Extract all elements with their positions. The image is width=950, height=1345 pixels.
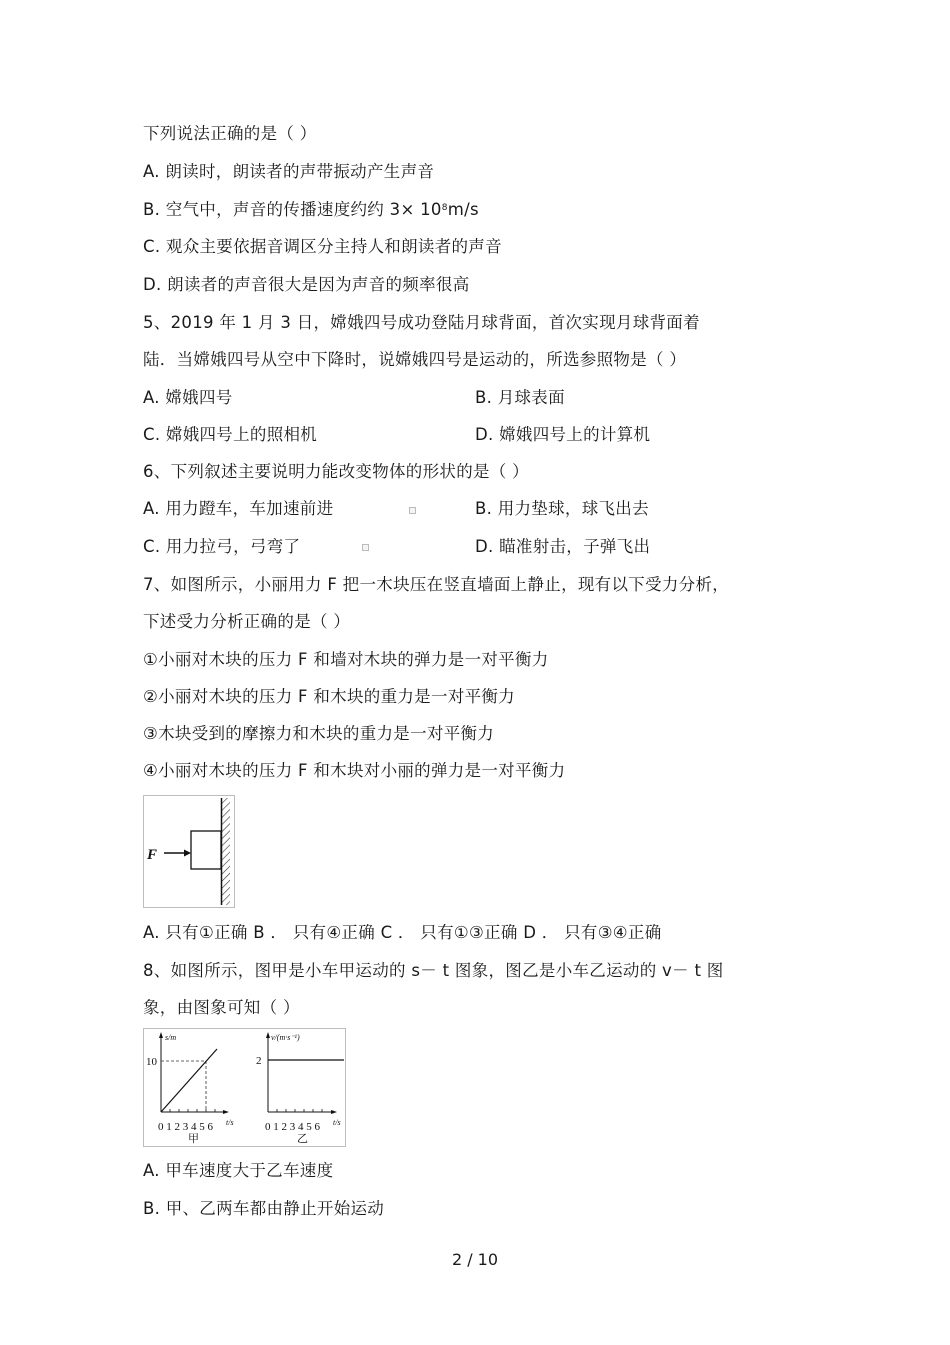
q4-option-b-unit: m/s <box>447 200 479 219</box>
jia-y-tick-10: 10 <box>146 1056 157 1068</box>
scan-artifact <box>362 544 369 551</box>
q8-stem-line1: 8、如图所示，图甲是小车甲运动的 s－ t 图象，图乙是小车乙运动的 v－ t 图 <box>143 961 724 980</box>
q5-option-a: A. 嫦娥四号 <box>143 388 233 407</box>
jia-y-label: s/m <box>165 1033 177 1042</box>
yi-y-tick-2: 2 <box>256 1055 262 1067</box>
q6-option-d: D. 瞄准射击，子弹飞出 <box>475 537 651 556</box>
q8-option-a: A. 甲车速度大于乙车速度 <box>143 1161 334 1180</box>
graph-jia-s-t <box>146 1032 234 1145</box>
q7-statement-2: ②小丽对木块的压力 F 和木块的重力是一对平衡力 <box>143 687 515 706</box>
q7-options: A. 只有①正确 B ． 只有④正确 C ． 只有①③正确 D ． 只有③④正确 <box>143 923 662 942</box>
q8-stem-line2: 象，由图象可知（ ） <box>143 998 300 1017</box>
q5-stem-line2: 陆．当嫦娥四号从空中下降时，说嫦娥四号是运动的，所选参照物是（ ） <box>143 350 687 369</box>
force-label: F <box>147 847 158 863</box>
page-number: 2 / 10 <box>451 1250 499 1269</box>
q4-option-b <box>143 199 479 221</box>
wall-hatching <box>222 798 230 905</box>
jia-line <box>161 1049 217 1112</box>
jia-x-arrow <box>223 1110 229 1114</box>
q7-statement-4: ④小丽对木块的压力 F 和木块对小丽的弹力是一对平衡力 <box>143 761 566 780</box>
wooden-block <box>191 831 221 869</box>
q5-stem-line1: 5、2019 年 1 月 3 日，嫦娥四号成功登陆月球背面，首次实现月球背面着 <box>143 313 700 332</box>
q8-figure-graphs <box>143 1028 346 1147</box>
q5-option-c: C. 嫦娥四号上的照相机 <box>143 425 318 444</box>
q7-figure-wall-block <box>143 795 235 908</box>
q5-option-b: B. 月球表面 <box>475 388 565 407</box>
q6-option-a: A. 用力蹬车，车加速前进 <box>143 499 334 518</box>
yi-y-label: v/(m·s⁻¹) <box>271 1033 300 1042</box>
jia-x-label: t/s <box>226 1118 234 1127</box>
q7-stem-line2: 下述受力分析正确的是（ ） <box>143 612 351 631</box>
yi-x-arrow <box>331 1110 337 1114</box>
yi-x-tick-labels: 0 1 2 3 4 5 6 <box>265 1121 320 1133</box>
yi-y-arrow <box>266 1032 270 1038</box>
q6-stem: 6、下列叙述主要说明力能改变物体的形状的是（ ） <box>143 462 529 481</box>
q4-stem: 下列说法正确的是（ ） <box>143 124 317 143</box>
jia-caption: 甲 <box>188 1133 199 1145</box>
q4-option-c: C. 观众主要依据音调区分主持人和朗读者的声音 <box>143 237 502 256</box>
q6-option-b: B. 用力垫球，球飞出去 <box>475 499 649 518</box>
jia-x-tick-labels: 0 1 2 3 4 5 6 <box>158 1121 213 1133</box>
q7-statement-1: ①小丽对木块的压力 F 和墙对木块的弹力是一对平衡力 <box>143 650 549 669</box>
q8-option-b: B. 甲、乙两车都由静止开始运动 <box>143 1199 385 1218</box>
q7-statement-3: ③木块受到的摩擦力和木块的重力是一对平衡力 <box>143 724 495 743</box>
wall-block-diagram <box>144 796 234 907</box>
scan-artifact <box>409 507 416 514</box>
force-arrow-head <box>184 850 191 857</box>
motion-graphs <box>144 1029 345 1146</box>
q4-option-a: A. 朗读时，朗读者的声带振动产生声音 <box>143 162 435 181</box>
q4-option-b-main: B. 空气中，声音的传播速度约约 3× 10 <box>143 200 442 219</box>
jia-y-arrow <box>159 1032 163 1038</box>
q7-stem-line1: 7、如图所示，小丽用力 F 把一木块压在竖直墙面上静止，现有以下受力分析， <box>143 575 730 594</box>
q4-option-d: D. 朗读者的声音很大是因为声音的频率很高 <box>143 275 470 294</box>
graph-yi-v-t <box>256 1032 344 1145</box>
q6-option-c: C. 用力拉弓，弓弯了 <box>143 537 301 556</box>
q4-option-b-exponent: 8 <box>441 203 448 213</box>
yi-caption: 乙 <box>297 1133 308 1145</box>
q5-option-d: D. 嫦娥四号上的计算机 <box>475 425 651 444</box>
yi-x-label: t/s <box>333 1118 341 1127</box>
